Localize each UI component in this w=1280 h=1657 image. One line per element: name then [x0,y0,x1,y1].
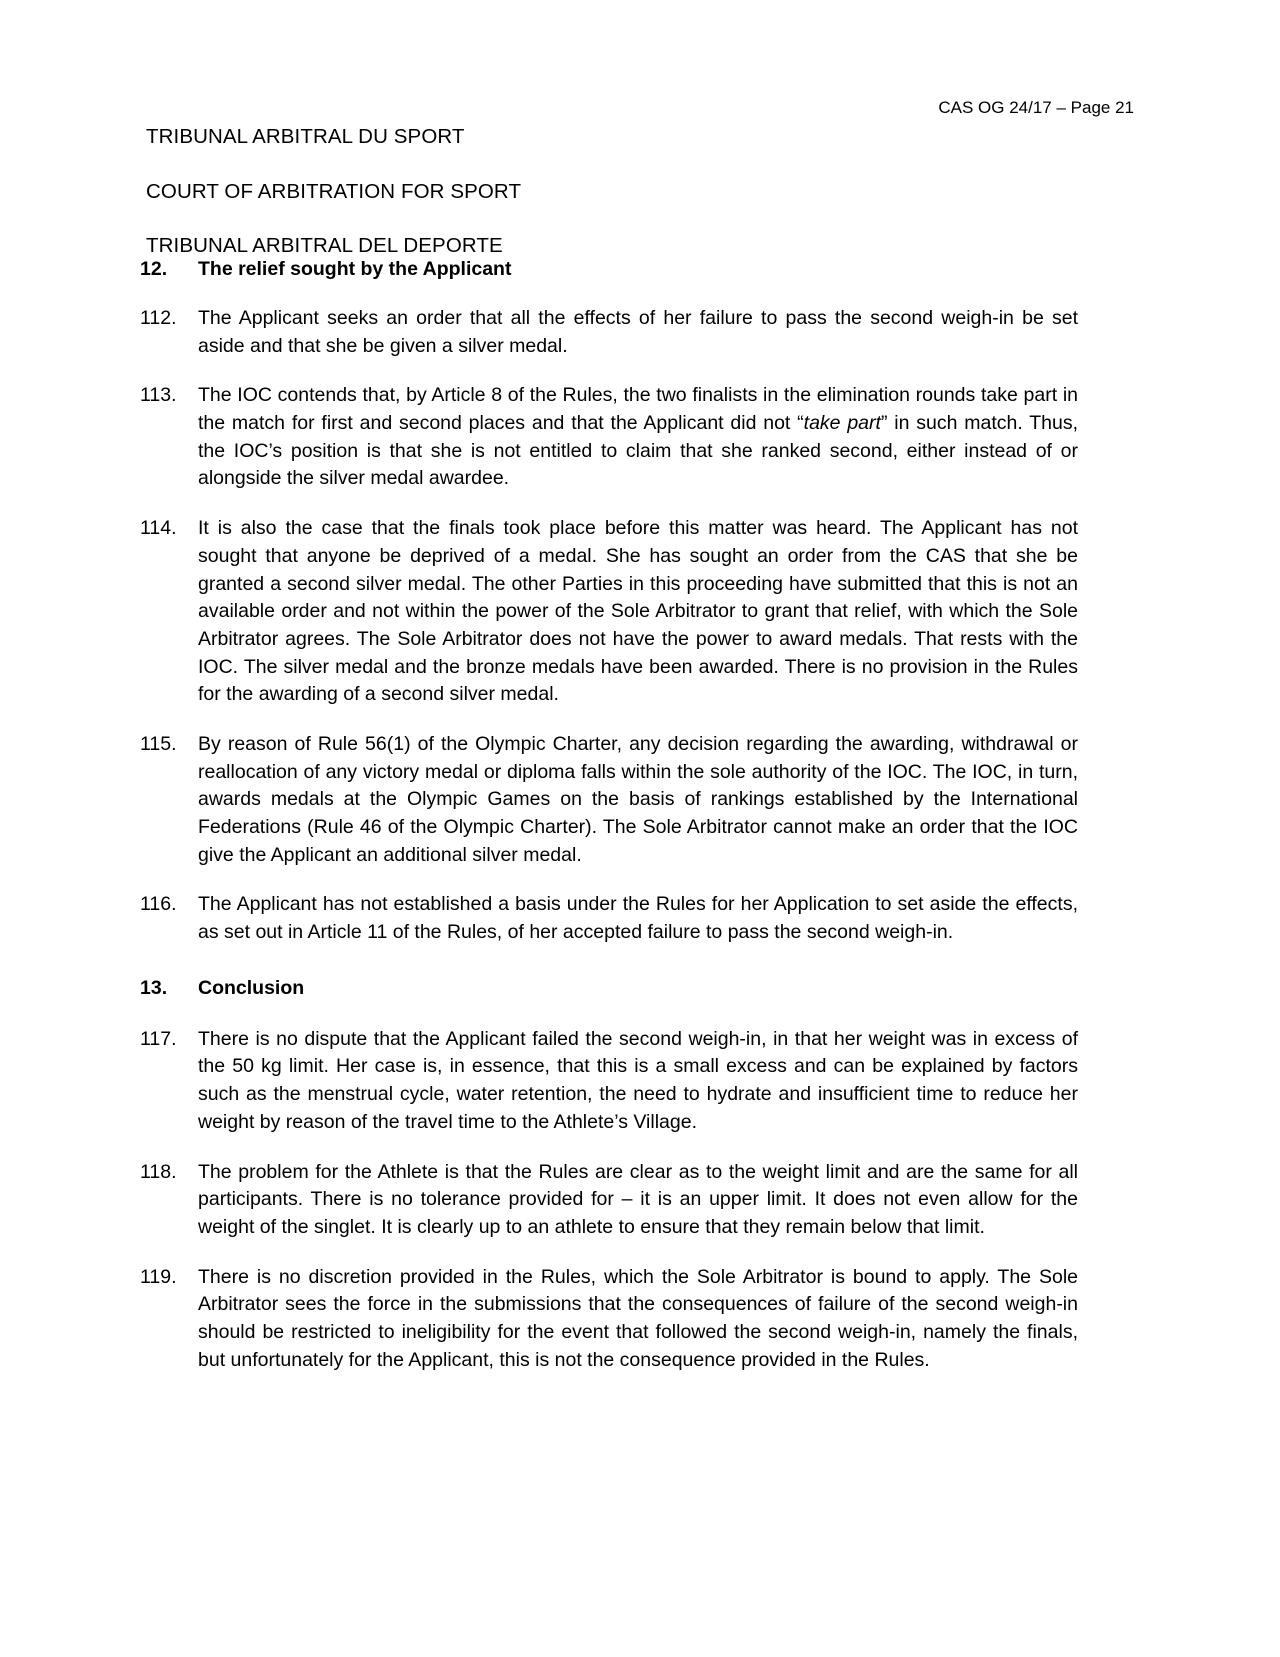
paragraph-text: By reason of Rule 56(1) of the Olympic Charter, any decision regarding the awarding, withdrawal or reallocation of any victory medal or diploma falls within the sole authority of the IOC. The IOC, in turn, awards medals at the Olympic Games on the basis of rankings established by the International Federations (Rule 46 of the Olympic Charter). The Sole Arbitrator cannot make an order that the IOC give the Applicant an additional silver medal. [198,732,1078,866]
section-heading-13 [140,977,1078,1000]
paragraph-114 [140,515,1078,709]
paragraph-118 [140,1159,1078,1242]
paragraph-text: The problem for the Athlete is that the Rules are clear as to the weight limit and are the same for all participants. There is no tolerance provided for – it is an upper limit. It does not even allow for the weight of the singlet. It is clearly up to an athlete to ensure that they remain below that limit. [198,1160,1078,1238]
paragraph-text-part-2: ” in such match. Thus, the IOC’s position is that she is not entitled to claim that she ranked second, either instead of or alongside the silver medal awardee. [198,412,1079,490]
paragraph-text: It is also the case that the finals took place before this matter was heard. The Applicant has not sought that anyone be deprived of a medal. She has sought an order from the CAS that she be granted a second silver medal. The other Parties in this proceeding have submitted that this is not an available order and not within the power of the Sole Arbitrator to grant that relief, with which the Sole Arbitrator agrees. The Sole Arbitrator does not have the power to award medals. That rests with the IOC. The silver medal and the bronze medals have been awarded. There is no provision in the Rules for the awarding of a second silver medal. [198,517,1078,706]
letterhead-line-es: TRIBUNAL ARBITRAL DEL DEPORTE [146,234,503,258]
paragraph-116 [140,891,1078,946]
paragraph-number: 113. [140,384,177,407]
section-title: Conclusion [198,976,305,999]
section-number: 13. [140,976,168,999]
case-page-reference: CAS OG 24/17 – Page 21 [938,98,1134,117]
letterhead-line-en: COURT OF ARBITRATION FOR SPORT [146,179,522,203]
paragraph-number: 118. [140,1160,177,1183]
paragraph-text-emphasis: take part [803,412,881,435]
paragraph-112 [140,305,1078,360]
paragraph-text: There is no discretion provided in the Rules, which the Sole Arbitrator is bound to apply. The Sole Arbitrator sees the force in the submissions that the consequences of failure of the second weigh-in should be restricted to ineligibility for the event that followed the second weigh-in, namely the finals, but unfortunately for the Applicant, this is not the consequence provided in the Rules. [198,1265,1078,1371]
document-body [140,258,1078,1396]
paragraph-113 [140,382,1078,493]
paragraph-text-part-1: The IOC contends that, by Article 8 of the Rules, the two finalists in the elimination rounds take part in the match for first and second places and that the Applicant did not “ [198,384,1078,435]
paragraph-number: 119. [140,1265,177,1288]
section-heading-12 [140,258,1078,281]
paragraph-text: The Applicant seeks an order that all the effects of her failure to pass the second weigh-in be set aside and that she be given a silver medal. [198,307,1078,357]
section-number: 12. [140,258,168,280]
paragraph-text: The Applicant has not established a basis under the Rules for her Application to set aside the effects, as set out in Article 11 of the Rules, of her accepted failure to pass the second weigh-in. [198,893,1078,944]
paragraph-number: 116. [140,893,177,916]
paragraph-115 [140,731,1078,869]
section-title: The relief sought by the Applicant [198,258,512,280]
paragraph-number: 117. [140,1027,177,1050]
paragraph-number: 115. [140,732,177,755]
paragraph-number: 114. [140,517,177,540]
paragraph-text: There is no dispute that the Applicant failed the second weigh-in, in that her weight was in excess of the 50 kg limit. Her case is, in essence, that this is a small excess and can be explained by factors such as the menstrual cycle, water retention, the need to hydrate and insufficient time to reduce her weight by reason of the travel time to the Athlete’s Village. [198,1027,1078,1133]
paragraph-119 [140,1264,1078,1375]
paragraph-text [198,382,1078,493]
paragraph-number: 112. [140,307,177,329]
paragraph-117 [140,1026,1078,1137]
letterhead-line-fr: TRIBUNAL ARBITRAL DU SPORT [146,125,465,149]
